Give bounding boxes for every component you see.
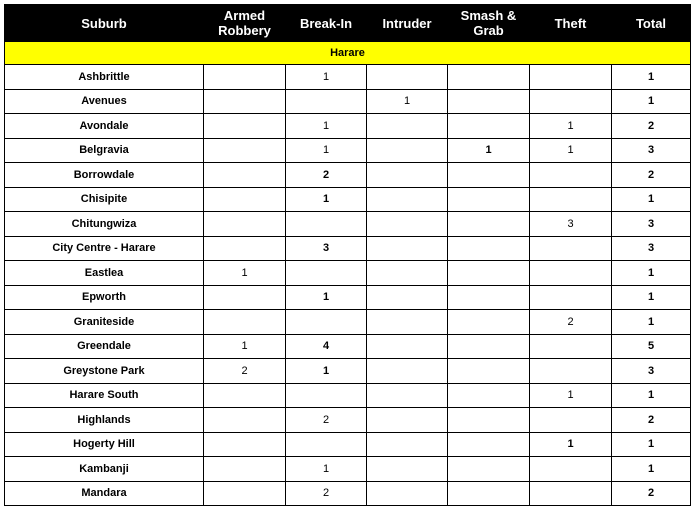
cell-intruder — [367, 359, 448, 384]
cell-intruder — [367, 114, 448, 139]
cell-theft — [530, 261, 612, 286]
cell-smash — [448, 212, 530, 237]
cell-theft: 1 — [530, 383, 612, 408]
cell-armed — [204, 65, 286, 90]
cell-breakin: 1 — [286, 138, 367, 163]
cell-intruder — [367, 65, 448, 90]
cell-total: 1 — [612, 285, 691, 310]
cell-breakin: 3 — [286, 236, 367, 261]
cell-smash — [448, 261, 530, 286]
table-row — [5, 457, 691, 482]
cell-total: 1 — [612, 261, 691, 286]
cell-armed — [204, 432, 286, 457]
cell-suburb: Hogerty Hill — [5, 432, 204, 457]
cell-theft — [530, 187, 612, 212]
cell-armed — [204, 212, 286, 237]
cell-suburb: Harare South — [5, 383, 204, 408]
cell-suburb: Highlands — [5, 408, 204, 433]
table-row — [5, 89, 691, 114]
cell-suburb: Eastlea — [5, 261, 204, 286]
cell-suburb: Chisipite — [5, 187, 204, 212]
cell-armed — [204, 89, 286, 114]
cell-total: 5 — [612, 334, 691, 359]
cell-smash: 1 — [448, 138, 530, 163]
cell-suburb: Chitungwiza — [5, 212, 204, 237]
table-row — [5, 334, 691, 359]
cell-intruder — [367, 408, 448, 433]
cell-intruder — [367, 236, 448, 261]
cell-breakin — [286, 89, 367, 114]
cell-suburb: Avenues — [5, 89, 204, 114]
cell-breakin — [286, 383, 367, 408]
cell-total: 2 — [612, 114, 691, 139]
cell-armed — [204, 481, 286, 506]
cell-total: 3 — [612, 359, 691, 384]
cell-smash — [448, 481, 530, 506]
cell-smash — [448, 457, 530, 482]
cell-smash — [448, 334, 530, 359]
cell-total: 2 — [612, 481, 691, 506]
cell-breakin — [286, 212, 367, 237]
cell-theft — [530, 334, 612, 359]
cell-theft: 3 — [530, 212, 612, 237]
cell-suburb: Mandara — [5, 481, 204, 506]
cell-suburb: Belgravia — [5, 138, 204, 163]
cell-breakin: 1 — [286, 114, 367, 139]
cell-armed — [204, 236, 286, 261]
cell-breakin — [286, 432, 367, 457]
header-intruder: Intruder — [367, 5, 448, 42]
cell-intruder — [367, 212, 448, 237]
table-row — [5, 481, 691, 506]
table-row — [5, 187, 691, 212]
cell-smash — [448, 408, 530, 433]
cell-smash — [448, 359, 530, 384]
cell-armed: 2 — [204, 359, 286, 384]
cell-intruder — [367, 481, 448, 506]
cell-breakin: 1 — [286, 187, 367, 212]
cell-total: 1 — [612, 65, 691, 90]
header-theft: Theft — [530, 5, 612, 42]
cell-total: 3 — [612, 236, 691, 261]
region-row — [5, 42, 691, 65]
cell-smash — [448, 163, 530, 188]
cell-suburb: Greystone Park — [5, 359, 204, 384]
cell-total: 3 — [612, 138, 691, 163]
header-break-in: Break-In — [286, 5, 367, 42]
cell-smash — [448, 236, 530, 261]
cell-total: 2 — [612, 408, 691, 433]
cell-theft — [530, 285, 612, 310]
cell-armed — [204, 114, 286, 139]
cell-intruder — [367, 285, 448, 310]
table-row — [5, 285, 691, 310]
cell-smash — [448, 187, 530, 212]
cell-theft — [530, 359, 612, 384]
cell-theft — [530, 65, 612, 90]
cell-breakin: 1 — [286, 457, 367, 482]
cell-smash — [448, 89, 530, 114]
cell-total: 1 — [612, 432, 691, 457]
table-row — [5, 310, 691, 335]
table-row — [5, 163, 691, 188]
cell-total: 1 — [612, 310, 691, 335]
cell-theft — [530, 481, 612, 506]
cell-total: 1 — [612, 383, 691, 408]
cell-intruder: 1 — [367, 89, 448, 114]
cell-suburb: Borrowdale — [5, 163, 204, 188]
table-row — [5, 138, 691, 163]
cell-intruder — [367, 383, 448, 408]
cell-total: 2 — [612, 163, 691, 188]
cell-total: 1 — [612, 457, 691, 482]
cell-total: 1 — [612, 89, 691, 114]
cell-suburb: Greendale — [5, 334, 204, 359]
cell-breakin — [286, 310, 367, 335]
table-row — [5, 408, 691, 433]
cell-total: 3 — [612, 212, 691, 237]
cell-theft: 1 — [530, 114, 612, 139]
crime-table — [4, 4, 691, 506]
cell-intruder — [367, 457, 448, 482]
cell-breakin: 1 — [286, 285, 367, 310]
cell-smash — [448, 310, 530, 335]
cell-intruder — [367, 187, 448, 212]
cell-total: 1 — [612, 187, 691, 212]
table-row — [5, 383, 691, 408]
cell-breakin: 2 — [286, 481, 367, 506]
cell-theft: 1 — [530, 138, 612, 163]
cell-theft — [530, 163, 612, 188]
cell-armed — [204, 163, 286, 188]
cell-suburb: Avondale — [5, 114, 204, 139]
cell-armed: 1 — [204, 334, 286, 359]
table-row — [5, 359, 691, 384]
cell-breakin: 1 — [286, 65, 367, 90]
header-row — [5, 5, 691, 42]
cell-breakin — [286, 261, 367, 286]
cell-suburb: Epworth — [5, 285, 204, 310]
cell-armed — [204, 457, 286, 482]
cell-suburb: Graniteside — [5, 310, 204, 335]
cell-intruder — [367, 334, 448, 359]
header-armed-robbery: Armed Robbery — [204, 5, 286, 42]
cell-armed — [204, 187, 286, 212]
cell-armed — [204, 138, 286, 163]
cell-intruder — [367, 261, 448, 286]
cell-armed — [204, 310, 286, 335]
cell-breakin: 1 — [286, 359, 367, 384]
cell-armed — [204, 285, 286, 310]
cell-intruder — [367, 163, 448, 188]
cell-armed — [204, 408, 286, 433]
header-smash-grab: Smash & Grab — [448, 5, 530, 42]
cell-smash — [448, 432, 530, 457]
cell-intruder — [367, 138, 448, 163]
region-label: Harare — [5, 42, 691, 65]
cell-suburb: Kambanji — [5, 457, 204, 482]
cell-theft — [530, 408, 612, 433]
cell-smash — [448, 65, 530, 90]
header-total: Total — [612, 5, 691, 42]
cell-armed — [204, 383, 286, 408]
cell-smash — [448, 383, 530, 408]
cell-smash — [448, 114, 530, 139]
table-row — [5, 212, 691, 237]
cell-intruder — [367, 310, 448, 335]
table-row — [5, 114, 691, 139]
table-row — [5, 236, 691, 261]
cell-breakin: 4 — [286, 334, 367, 359]
cell-smash — [448, 285, 530, 310]
cell-suburb: City Centre - Harare — [5, 236, 204, 261]
cell-armed: 1 — [204, 261, 286, 286]
table-row — [5, 65, 691, 90]
cell-theft — [530, 89, 612, 114]
cell-breakin: 2 — [286, 408, 367, 433]
cell-breakin: 2 — [286, 163, 367, 188]
table-row — [5, 261, 691, 286]
cell-theft — [530, 236, 612, 261]
cell-intruder — [367, 432, 448, 457]
cell-suburb: Ashbrittle — [5, 65, 204, 90]
cell-theft — [530, 457, 612, 482]
table-row — [5, 432, 691, 457]
cell-theft: 2 — [530, 310, 612, 335]
cell-theft: 1 — [530, 432, 612, 457]
header-suburb: Suburb — [5, 5, 204, 42]
